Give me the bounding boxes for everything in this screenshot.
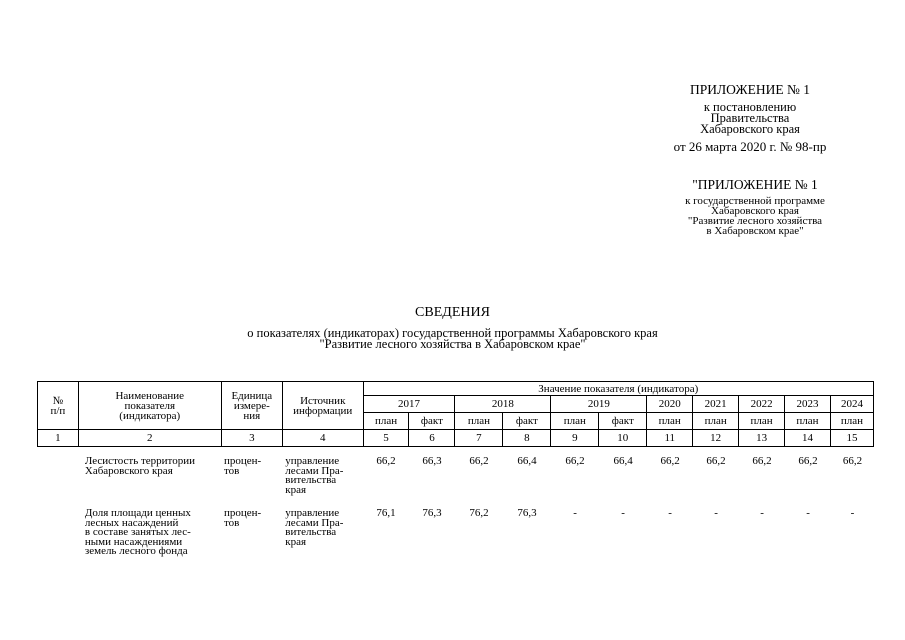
table-row <box>37 457 874 509</box>
value-cell: - <box>714 507 718 519</box>
header-year: 2018 <box>455 396 551 413</box>
header-text: измере- <box>233 399 270 412</box>
column-number: 9 <box>551 430 599 447</box>
source-line: лесами Пра- <box>285 464 344 477</box>
annex-date: от 26 марта 2020 г. № 98-пр <box>673 138 827 154</box>
annex-resolution-block <box>640 83 860 153</box>
value-cell: - <box>668 507 672 519</box>
column-number: 5 <box>363 430 409 447</box>
column-number: 13 <box>739 430 785 447</box>
header-plan-fact: факт <box>599 413 647 430</box>
source-line: управление <box>285 507 340 519</box>
header-num <box>38 382 79 430</box>
column-number: 1 <box>38 430 79 447</box>
column-number: 10 <box>599 430 647 447</box>
name-line: Хабаровского края <box>84 464 173 477</box>
subtitle-line: о показателях (индикаторах) государственной программы Хабаровского края <box>247 326 658 340</box>
annex-title: ПРИЛОЖЕНИЕ № 1 <box>689 82 811 97</box>
column-number: 2 <box>78 430 221 447</box>
column-number: 6 <box>409 430 455 447</box>
column-number: 11 <box>647 430 693 447</box>
annex-line: к государственной программе <box>685 194 825 207</box>
value-cell: 66,2 <box>469 455 489 467</box>
value-cell: 66,4 <box>613 455 633 467</box>
name-line: ными насаждениями <box>84 535 183 548</box>
source-line: вительства <box>285 526 337 538</box>
value-cell: 76,3 <box>422 507 442 519</box>
header-year: 2023 <box>785 396 831 413</box>
value-cell: - <box>806 507 810 519</box>
value-cell: 66,2 <box>376 455 396 467</box>
name-line: лесных насаждений <box>84 516 179 529</box>
value-cell: - <box>621 507 625 519</box>
indicator-source <box>282 457 363 509</box>
name-line: в составе занятых лес- <box>84 526 191 538</box>
name-line: Доля площади ценных <box>84 507 191 519</box>
header-text: Источник <box>300 394 346 407</box>
indicator-unit <box>221 457 282 509</box>
value-cell: 66,4 <box>517 455 537 467</box>
table-row <box>37 509 874 569</box>
indicator-name <box>78 457 221 509</box>
header-year: 2021 <box>693 396 739 413</box>
value-cell: 66,2 <box>798 455 818 467</box>
name-line: земель лесного фонда <box>84 545 188 557</box>
column-number: 4 <box>282 430 363 447</box>
indicator-name <box>78 509 221 569</box>
value-cell: - <box>850 507 855 519</box>
document-title: СВЕДЕНИЯ <box>415 305 490 320</box>
column-number: 15 <box>830 430 873 447</box>
header-name <box>78 382 221 430</box>
header-values-group: Значение показателя (индикатора) <box>363 382 873 396</box>
value-cell: 76,3 <box>517 507 537 519</box>
unit-line: тов <box>223 516 240 529</box>
name-line: Лесистость территории <box>84 455 195 467</box>
value-cell: 66,3 <box>422 455 442 467</box>
header-text: Наименование <box>115 389 185 402</box>
value-cell: 66,2 <box>706 455 726 467</box>
subtitle-line: "Развитие лесного хозяйства в Хабаровском крае" <box>319 337 586 351</box>
annex-line: "Развитие лесного хозяйства <box>687 214 823 227</box>
annex-line: Хабаровского края <box>700 121 800 136</box>
value-cell: 66,2 <box>660 455 680 467</box>
header-plan-fact: план <box>739 413 785 430</box>
header-text: показателя <box>124 399 176 412</box>
header-plan-fact: план <box>363 413 409 430</box>
header-plan-fact: план <box>455 413 503 430</box>
value-cell: - <box>573 507 577 519</box>
header-year: 2019 <box>551 396 647 413</box>
indicators-table-header <box>37 381 874 447</box>
indicator-source <box>282 509 363 569</box>
value-cell: 66,2 <box>842 455 863 467</box>
header-plan-fact: план <box>830 413 873 430</box>
column-number: 12 <box>693 430 739 447</box>
header-text: п/п <box>50 404 66 417</box>
value-cell: - <box>760 507 764 519</box>
document-subtitle <box>0 328 905 350</box>
source-line: лесами Пра- <box>285 516 344 529</box>
unit-line: процен- <box>223 507 262 519</box>
unit-line: процен- <box>223 455 262 467</box>
header-text: ния <box>243 409 261 422</box>
unit-line: тов <box>223 464 240 477</box>
annex-program-block <box>655 178 855 236</box>
column-number: 14 <box>785 430 831 447</box>
header-text: информации <box>293 404 353 417</box>
value-cell: 76,2 <box>469 507 489 519</box>
header-text: (индикатора) <box>119 409 181 422</box>
indicators-table-body <box>37 457 874 569</box>
header-year: 2024 <box>830 396 873 413</box>
header-year: 2017 <box>363 396 455 413</box>
value-cell: 76,1 <box>376 507 396 519</box>
annex-line: в Хабаровском крае" <box>706 224 804 237</box>
column-number: 7 <box>455 430 503 447</box>
annex-title: "ПРИЛОЖЕНИЕ № 1 <box>692 177 818 192</box>
column-number: 3 <box>221 430 282 447</box>
row-num <box>37 457 78 509</box>
source-line: вительства <box>285 474 337 486</box>
annex-line: Хабаровского края <box>711 204 799 217</box>
header-plan-fact: факт <box>409 413 455 430</box>
header-year: 2020 <box>647 396 693 413</box>
row-num <box>37 509 78 569</box>
header-text: Единица <box>231 389 273 402</box>
value-cell: 66,2 <box>752 455 772 467</box>
column-number: 8 <box>503 430 551 447</box>
annex-line: Правительства <box>710 110 790 125</box>
source-line: края <box>285 483 307 496</box>
header-year: 2022 <box>739 396 785 413</box>
header-plan-fact: план <box>551 413 599 430</box>
header-text: № <box>52 394 64 407</box>
annex-line: к постановлению <box>703 99 797 114</box>
header-plan-fact: план <box>693 413 739 430</box>
header-source <box>282 382 363 430</box>
source-line: управление <box>285 455 340 467</box>
value-cell: 66,2 <box>565 455 585 467</box>
header-plan-fact: план <box>785 413 831 430</box>
header-unit <box>221 382 282 430</box>
header-plan-fact: план <box>647 413 693 430</box>
source-line: края <box>285 535 307 548</box>
indicator-unit <box>221 509 282 569</box>
header-plan-fact: факт <box>503 413 551 430</box>
